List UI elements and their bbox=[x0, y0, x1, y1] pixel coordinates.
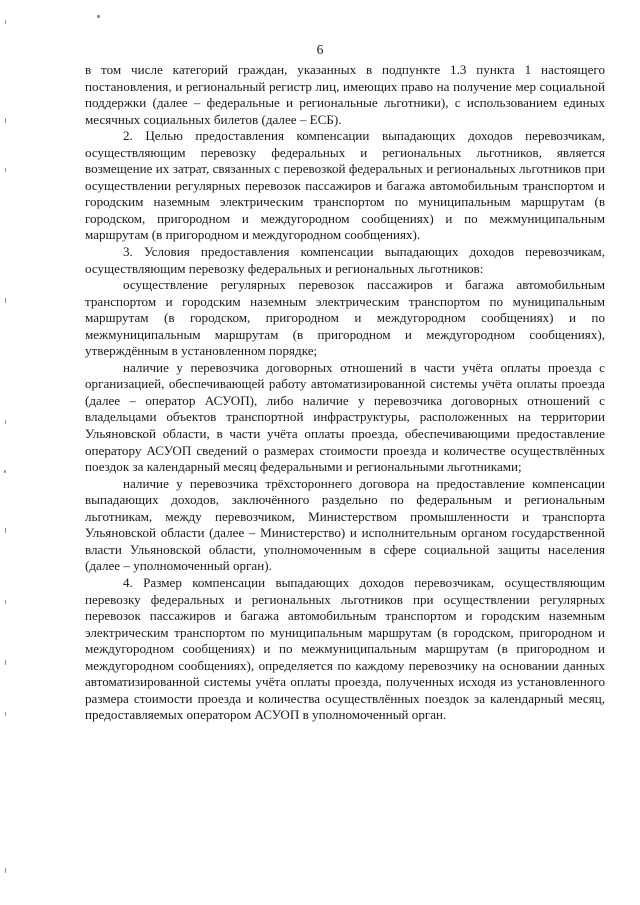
margin-speck bbox=[97, 15, 100, 18]
margin-speck bbox=[5, 420, 6, 424]
margin-speck bbox=[5, 20, 6, 24]
margin-speck bbox=[5, 298, 6, 303]
margin-speck bbox=[5, 168, 6, 172]
margin-speck bbox=[5, 660, 6, 665]
condition-tripartite-contract: наличие у перевозчика трёхстороннего договора на предоставление компенсации выпадающих доходов, заключённого раздельно по федеральным и региональным льготникам, между перевозчиком, Министерством промышленности и транспорта Ульяновской области (далее – Министерство) и исполнительным органом государственной власти Ульяновской области, уполномоченным в сфере социальной защиты населения (далее – уполномоченный орган). bbox=[85, 475, 605, 574]
margin-speck bbox=[5, 712, 6, 716]
paragraph-item-3: 3. Условия предоставления компенсации выпадающих доходов перевозчикам, осуществляющим перевозку федеральных и региональных льготников: bbox=[85, 244, 605, 276]
margin-speck bbox=[5, 528, 6, 533]
margin-speck bbox=[5, 118, 6, 123]
paragraph-continuation: в том числе категорий граждан, указанных в подпункте 1.3 пункта 1 настоящего постановления, и региональный регистр лиц, имеющих право на получение мер социальной поддержки (далее – федеральные и региональные льготники), с использованием единых месячных социальных билетов (далее – ЕСБ). bbox=[85, 62, 605, 127]
condition-routes: осуществление регулярных перевозок пассажиров и багажа автомобильным транспортом и городским наземным электрическим транспортом по муниципальным маршрутам (в городском, пригородном и междугородном сообщениях) и по межмуниципальным маршрутам (в пригородном и междугородном сообщениях), утверждённым в установленном порядке; bbox=[85, 277, 605, 359]
document-body bbox=[85, 62, 605, 724]
margin-speck bbox=[5, 600, 6, 604]
paragraph-item-4: 4. Размер компенсации выпадающих доходов перевозчикам, осуществляющим перевозку федеральных и региональных льготников при осуществлении регулярных перевозок пассажиров и багажа автомобильным транспортом и городским наземным электрическим транспортом по муниципальным маршрутам (в городском, пригородном и междугородном сообщениях) и по межмуниципальным маршрутам (в пригородном и междугородном сообщениях), определяется по каждому перевозчику на основании данных автоматизированной системы учёта оплаты проезда, полученных исходя из установленного размера стоимости проезда и количества осуществлённых поездок за календарный месяц, предоставляемых оператором АСУОП в уполномоченный орган. bbox=[85, 574, 605, 723]
margin-speck bbox=[5, 868, 6, 873]
margin-speck bbox=[4, 470, 6, 473]
condition-asuop-contract: наличие у перевозчика договорных отношений в части учёта оплаты проезда с организацией, обеспечивающей работу автоматизированной системы учёта оплаты проезда (далее – оператор АСУОП), либо наличие у перевозчика договорных отношений с владельцами объектов транспортной инфраструктуры, расположенных на территории Ульяновской области, в части учёта оплаты проезда, обеспечивающими предоставление оператору АСУОП сведений о размерах стоимости проезда и количестве осуществлённых поездок за календарный месяц федеральными и региональными льготниками; bbox=[85, 359, 605, 475]
paragraph-item-2: 2. Целью предоставления компенсации выпадающих доходов перевозчикам, осуществляющим перевозку федеральных и региональных льготников, является возмещение их затрат, связанных с перевозкой федеральных и региональных льготников при осуществлении регулярных перевозок пассажиров и багажа автомобильным транспортом и городским наземным электрическим транспортом по муниципальным маршрутам (в городском, пригородном и междугородном сообщениях) и по межмуниципальным маршрутам (в пригородном и междугородном сообщениях). bbox=[85, 128, 605, 243]
page-number: 6 bbox=[316, 42, 324, 57]
